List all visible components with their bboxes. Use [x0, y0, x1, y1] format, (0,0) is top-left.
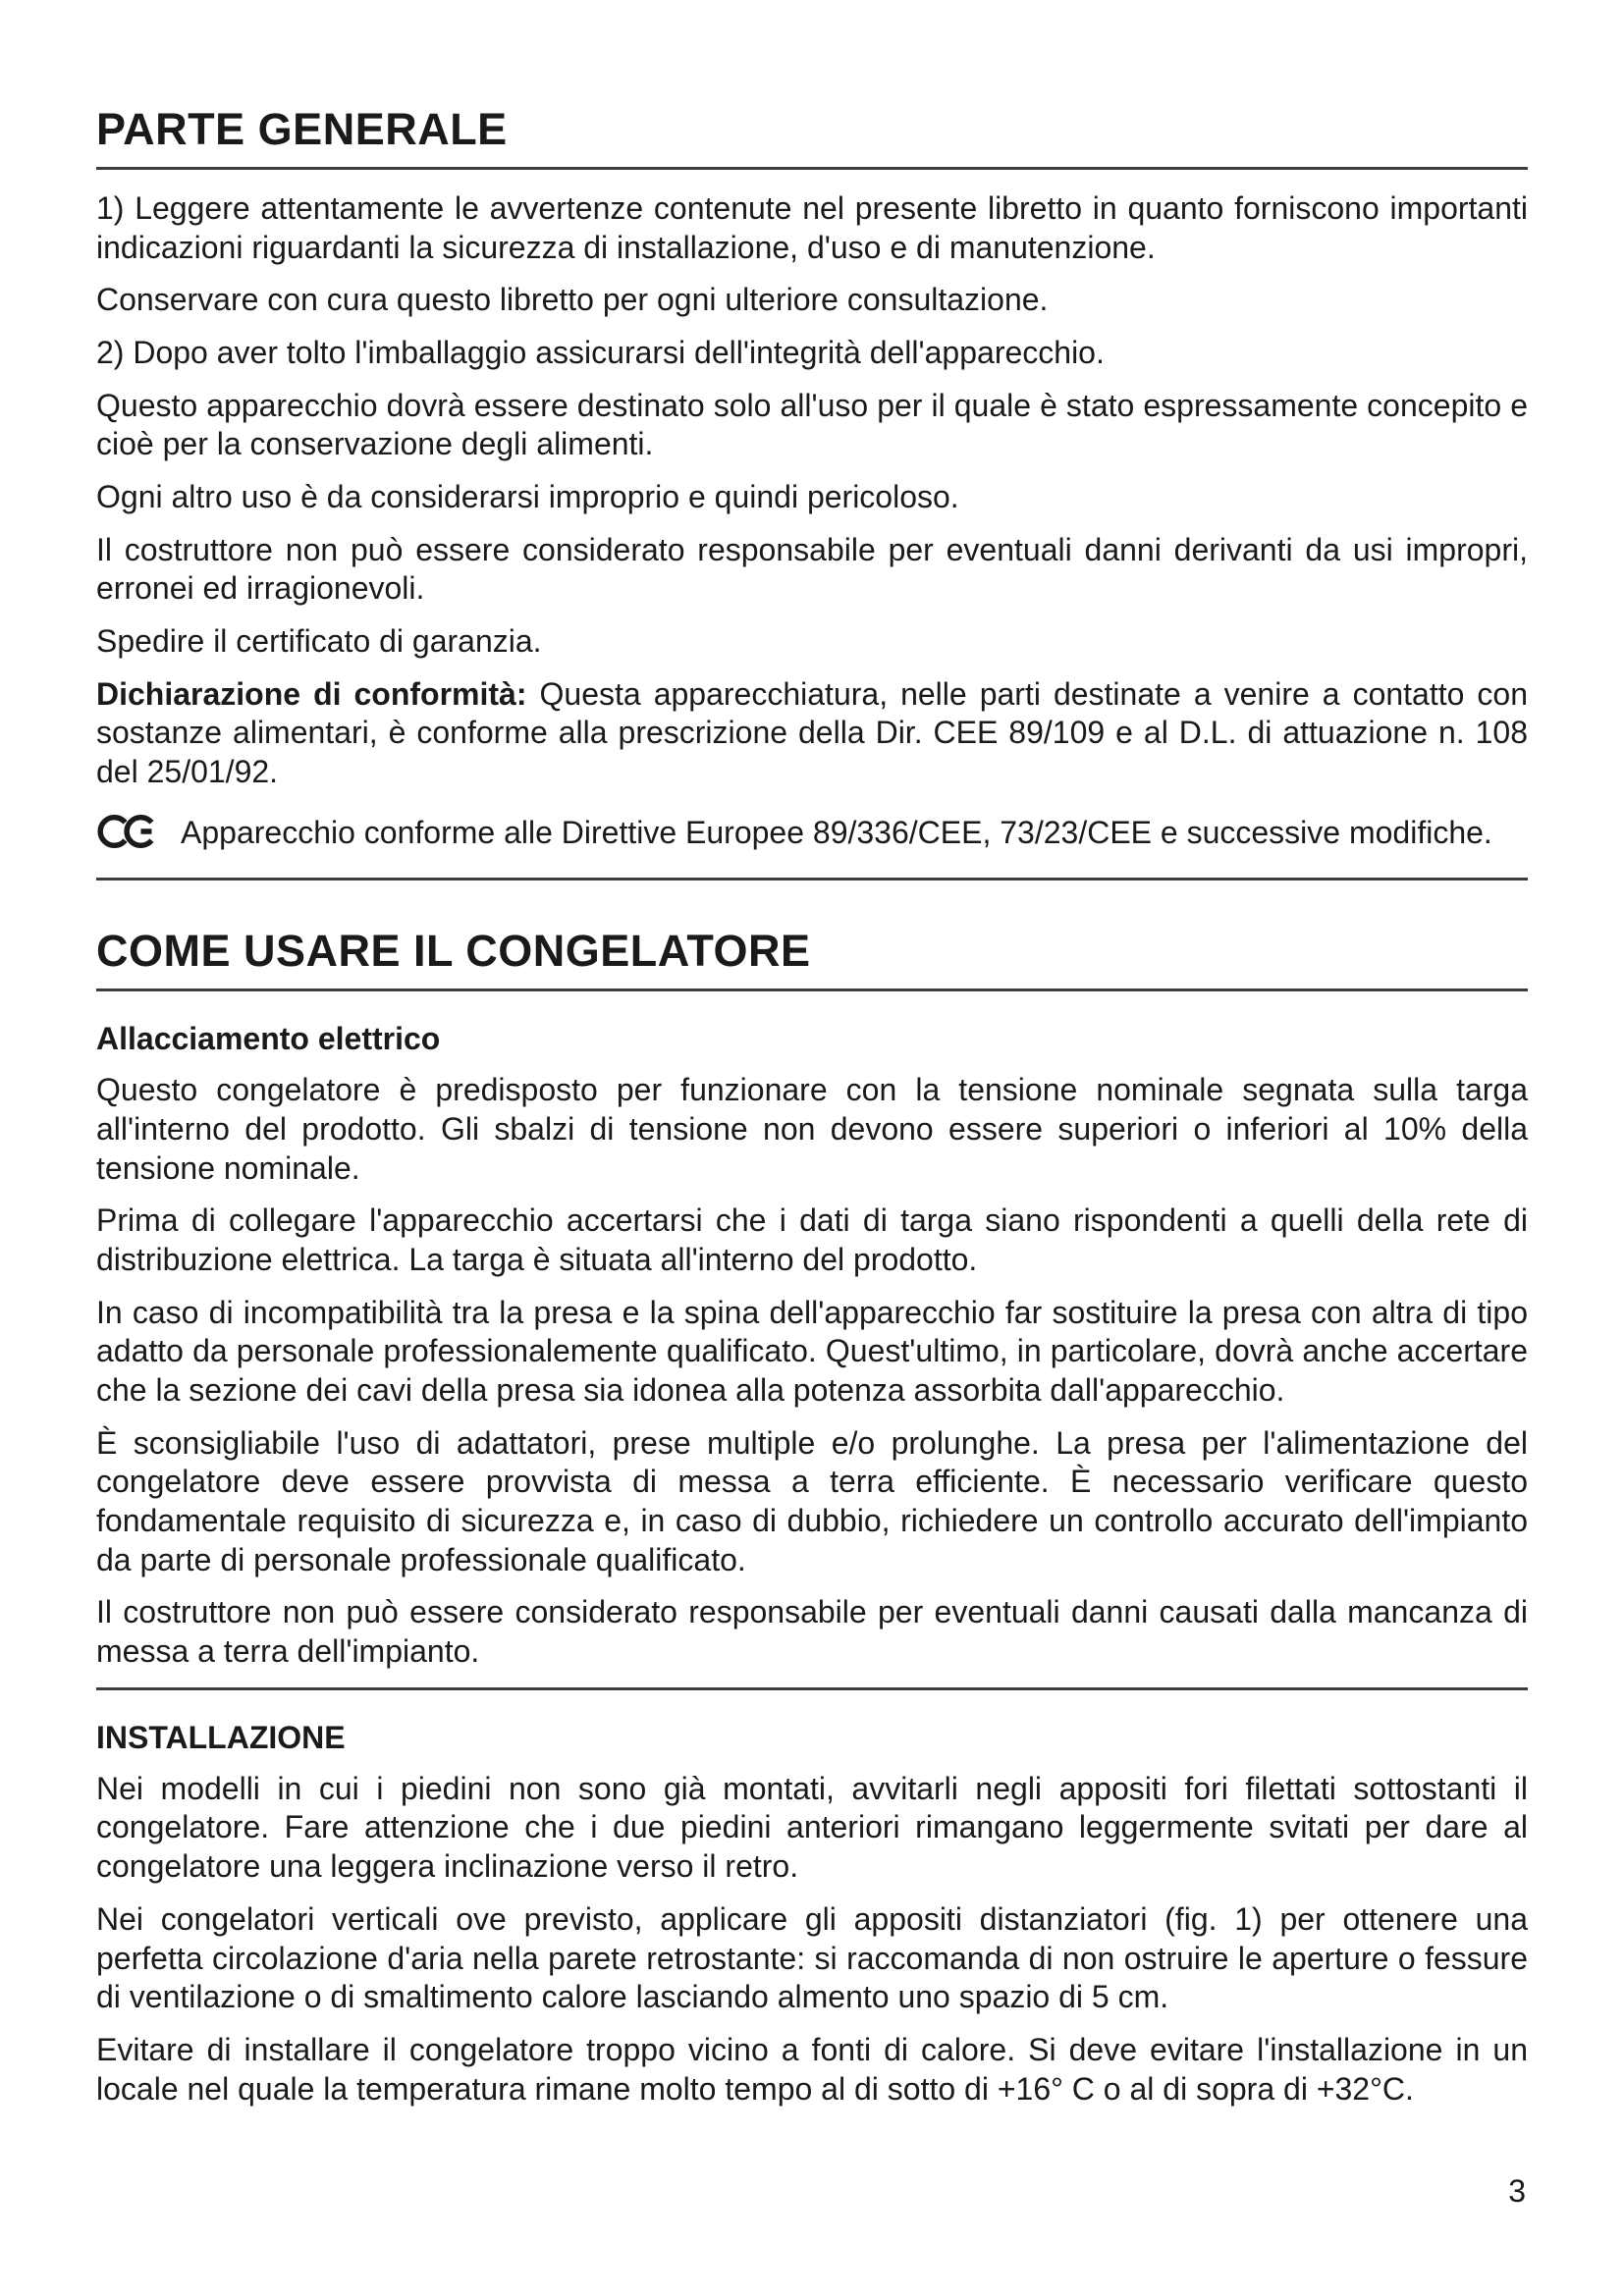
- page-number: 3: [1508, 2173, 1526, 2209]
- paragraph: 2) Dopo aver tolto l'imballaggio assicurarsi dell'integrità dell'apparecchio.: [96, 335, 1105, 371]
- paragraph: Nei congelatori verticali ove previsto, applicare gli appositi distanziatori (fig. 1) per ottenere una perfetta circolazione d'aria nella parete retrostante: si raccomanda di non ostruire le aperture o fessure di ventilazione o di smaltimento calore lasciando almento uno spazio di 5 cm.: [96, 1900, 1528, 2015]
- paragraph: Il costruttore non può essere considerato responsabile per eventuali danni derivanti da usi impropri, erronei ed irragionevoli.: [96, 531, 1528, 607]
- section-divider: [96, 878, 1528, 881]
- paragraph: Questo congelatore è predisposto per funzionare con la tensione nominale segnata sulla targa all'interno del prodotto. Gli sbalzi di tensione non devono essere superiori o inferiori al 10% della tensione nominale.: [96, 1072, 1528, 1186]
- ce-paragraph: [96, 810, 1528, 863]
- paragraph: Questo apparecchio dovrà essere destinato solo all'uso per il quale è stato espressamente concepito e cioè per la conservazione degli alimenti.: [96, 387, 1528, 462]
- paragraph: In caso di incompatibilità tra la presa e la spina dell'apparecchio far sostituire la presa con altra di tipo adatto da personale professionalemente qualificato. Quest'ultimo, in particolare, dovrà anche accertare che la sezione dei cavi della presa sia idonea alla potenza assorbita dall'apparecchio.: [96, 1294, 1528, 1409]
- paragraph: Il costruttore non può essere considerato responsabile per eventuali danni causati dalla mancanza di messa a terra dell'impianto.: [96, 1594, 1528, 1670]
- subheading-installazione: INSTALLAZIONE: [96, 1719, 346, 1755]
- conformity-text: Questa apparecchiatura, nelle parti destinate a venire a contatto con sostanze alimentari, è conforme alla prescrizione della Dir. CEE 89/109 e al D.L. di attuazione n. 108 del 25/01/92.: [96, 675, 1529, 790]
- paragraph: Evitare di installare il congelatore troppo vicino a fonti di calore. Si deve evitare l'installazione in un locale nel quale la temperatura rimane molto tempo al di sotto di +16° C o al di sopra di +32°C.: [96, 2031, 1528, 2107]
- paragraph: Conservare con cura questo libretto per ogni ulteriore consultazione.: [96, 282, 1049, 318]
- section-title-come-usare: COME USARE IL CONGELATORE: [96, 926, 1528, 991]
- ce-statement-text: Apparecchio conforme alle Direttive Europee 89/336/CEE, 73/23/CEE e successive modifiche.: [181, 814, 1492, 850]
- ce-mark-icon: [96, 810, 159, 863]
- paragraph: Ogni altro uso è da considerarsi improprio e quindi pericoloso.: [96, 479, 959, 515]
- paragraph: Nei modelli in cui i piedini non sono già montati, avvitarli negli appositi fori filettati sottostanti il congelatore. Fare attenzione che i due piedini anteriori rimangano leggermente svitati per dare al congelatore una leggera inclinazione verso il retro.: [96, 1770, 1528, 1885]
- conformity-lead: Dichiarazione di conformità:: [96, 675, 527, 712]
- paragraph: Spedire il certificato di garanzia.: [96, 623, 542, 660]
- paragraph: Prima di collegare l'apparecchio accertarsi che i dati di targa siano rispondenti a quelli della rete di distribuzione elettrica. La targa è situata all'interno del prodotto.: [96, 1202, 1528, 1278]
- section-title-parte-generale: PARTE GENERALE: [96, 104, 1528, 170]
- section-divider: [96, 1687, 1528, 1690]
- conformity-paragraph: [96, 675, 1528, 792]
- paragraph: 1) Leggere attentamente le avvertenze contenute nel presente libretto in quanto forniscono importanti indicazioni riguardanti la sicurezza di installazione, d'uso e di manutenzione.: [96, 190, 1528, 265]
- subheading-allacciamento-elettrico: Allacciamento elettrico: [96, 1021, 441, 1057]
- paragraph: È sconsigliabile l'uso di adattatori, prese multiple e/o prolunghe. La presa per l'alimentazione del congelatore deve essere provvista di messa a terra efficiente. È necessario verificare questo fondamentale requisito di sicurezza e, in caso di dubbio, richiedere un controllo accurato dell'impianto da parte di personale professionale qualificato.: [96, 1424, 1528, 1577]
